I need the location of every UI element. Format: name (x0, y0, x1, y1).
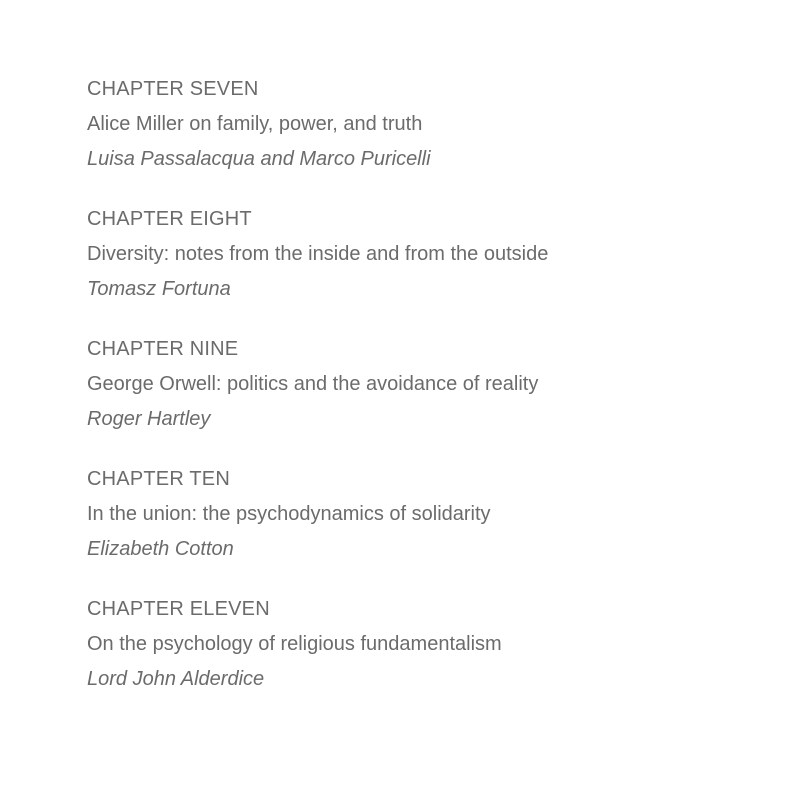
chapter-heading: CHAPTER NINE (87, 338, 239, 360)
chapter-heading: CHAPTER EIGHT (87, 208, 252, 230)
chapter-entry-nine (87, 332, 800, 437)
chapter-title: In the union: the psychodynamics of solidarity (87, 503, 491, 525)
chapter-entry-eight (87, 202, 800, 307)
chapter-author: Tomasz Fortuna (87, 278, 231, 300)
chapter-entry-seven (87, 72, 800, 177)
chapter-title: Alice Miller on family, power, and truth (87, 113, 423, 135)
chapter-author: Luisa Passalacqua and Marco Puricelli (87, 148, 431, 170)
chapter-entry-eleven (87, 592, 800, 697)
chapter-title: George Orwell: politics and the avoidance of reality (87, 373, 539, 395)
chapter-heading: CHAPTER ELEVEN (87, 598, 270, 620)
chapter-entry-ten (87, 462, 800, 567)
chapter-title: Diversity: notes from the inside and from the outside (87, 243, 549, 265)
chapter-heading: CHAPTER TEN (87, 468, 230, 490)
chapter-author: Roger Hartley (87, 408, 211, 430)
chapter-title: On the psychology of religious fundamentalism (87, 633, 502, 655)
chapter-heading: CHAPTER SEVEN (87, 78, 259, 100)
chapter-author: Elizabeth Cotton (87, 538, 234, 560)
chapter-author: Lord John Alderdice (87, 668, 265, 690)
